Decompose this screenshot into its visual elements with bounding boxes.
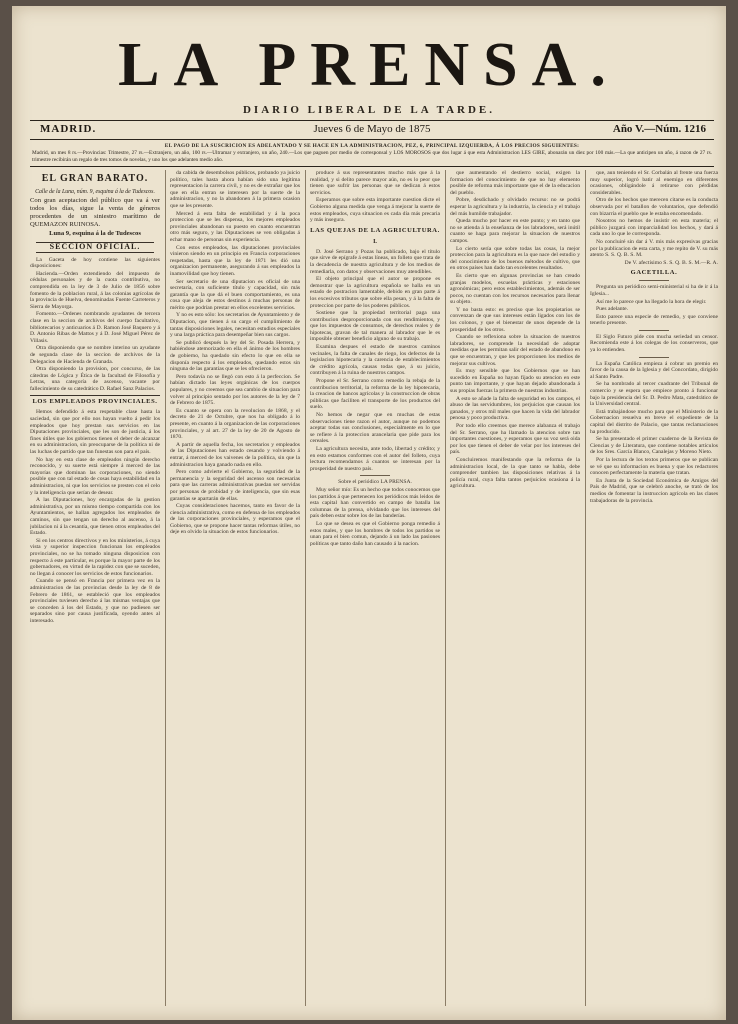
- header-rule-bottom: [30, 139, 714, 140]
- paragraph: Propone el Sr. Serrano como remedio la rebaja de la contribucion territorial, la reforma de la ley hipotecaria, la creacion de bancos agrícolas y la construccion de obras públicas que faciliten el transporte de los productos del suelo.: [310, 378, 440, 411]
- masthead-subtitle: DIARIO LIBERAL DE LA TARDE.: [242, 104, 496, 116]
- paragraph: Está trabajándose mucho para que el Ministerio de la Gobernacion resuelva en breve el expediente de la capital del distrito de Palacio, que tantas reclamaciones ha producido.: [590, 408, 718, 435]
- paragraph: La España Católica empieza á cobrar un premio en favor de la causa de la Iglesia y del Concordato, dirigido al Santo Padre.: [590, 360, 718, 380]
- paragraph: Es cierto que en algunas provincias se han creado granjas modelos, escuelas prácticas y estaciones agronómicas; pero estos establecimientos, además de ser pocos, no cuentan con los recursos necesarios para llenar su objeto.: [450, 272, 580, 306]
- column-divider: [585, 170, 586, 1006]
- paragraph: Pues adelante.: [596, 306, 628, 313]
- dateline: [30, 123, 714, 137]
- paragraph: D. José Serrano y Pozas ha publicado, bajo el título que sirve de epígrafe á estas líneas, un folleto que trata de la decadencia de nuestra agricultura y de los medios de remediarla, con datos y observaciones muy atendibles.: [310, 248, 440, 275]
- paragraph: Sostiene que la propiedad territorial paga una contribucion desproporcionada con sus rendimientos, y que los impuestos de consumos, de derechos reales y de hipotecas, gravan de tal manera al labrador que le es imposible obtener beneficio alguno de su trabajo.: [310, 310, 440, 343]
- paragraph: En Junta de la Sociedad Económica de Amigos del País de Madrid, que se celebró anoche, se trató de los medios de fomentar la instruccion agrícola en las clases trabajadoras de la provincia.: [590, 477, 718, 504]
- paragraph: Así me lo parece que ha llegado la hora de elegir.: [596, 298, 707, 305]
- masthead-title: LA PRENSA.: [118, 31, 620, 99]
- section-separator: [639, 280, 669, 281]
- paragraph: Pero como advierte el Gobierno, la seguridad de la permanencia y la seguridad del ascenso son necesarias para que las carreras administrativas puedan ser servidas por personas de probidad y de inteligencia, que sin esas garantías se apartarán de ellas.: [170, 469, 300, 502]
- article-heading-number: I.: [373, 238, 377, 245]
- paragraph: No hemos de negar que en muchas de estas observaciones tiene razon el autor, aunque no podemos aceptar todas sus conclusiones, especialmente en lo que se refiere á la proteccion arancelaria que pide para los cereales.: [310, 412, 440, 445]
- paragraph: El objeto principal que el autor se propone es demostrar que la agricultura española se halla en un estado de postracion lamentable, debido en gran parte á los excesivos tributos que sobre ella pesan, y á la falta de proteccion por parte de los poderes públicos.: [310, 276, 440, 309]
- paragraph: Nosotros no hemos de insistir en esta materia; el público juzgará con imparcialidad los hechos, y dará á cada uno lo que le corresponda.: [590, 218, 718, 238]
- section-separator: [360, 475, 390, 476]
- paragraph: Se ha nombrado al tercer cuadrante del Tribunal de comercio y se espera que empiece pronto á funcionar bajo la presidencia del Sr. D. Pedro Mata, catedrático de la Universidad central.: [590, 381, 718, 408]
- paragraph: da cabida de desembolsos públicos, probando ya juicio político, tales hasta ahora habían sido una legítima representacion la carrera civil, y no es de extrañar que los que en ella entran se interesen por la suerte de la administracion, y no la abandonen á la primera ocasion que se les presente.: [170, 170, 300, 209]
- subscription-notice: [32, 143, 712, 164]
- paragraph: El Siglo Futuro pide con mucha seriedad un censor. Recomienda este á los colegas de los conserveros, que ya lo entienden.: [590, 333, 718, 354]
- paragraph: Examina despues el estado de nuestros caminos vecinales, la falta de canales de riego, los defectos de la legislacion hipotecaria y la carencia de establecimientos de crédito agrícola, causas todas que, á su juicio, contribuyen á la ruina de nuestros campos.: [310, 344, 440, 377]
- paragraph: Concluiremos manifestando que la reforma de la administracion local, de la que tanto se habla, debe comprender tambien las disposiciones relativas á la policía rural, cuya falta tantos perjuicios ocasiona á la agricultura.: [450, 456, 580, 490]
- paragraph: Es cuanto se opera con la revolucion de 1868, y el decreto de 21 de Octubre, que nos ha obligado á lo presente, en cuanto á la organizacion de las corporaciones provinciales, y al art. 27 de la ley de 20 de Agosto de 1870.: [170, 407, 300, 441]
- paragraph: Lo que se desea es que el Gobierno ponga remedio á estos males, y que los hombres de todos los partidos se unan para el bien comun, dejando á un lado las pasiones políticas que tanto daño han causado á la nacion.: [310, 520, 440, 547]
- subscription-notice-body: Madrid, un mes 8 rs.—Provincias: Trimestre, 27 rs.—Extranjero, un año, 100 rs.—Ultramar y extranjero, un año, 240.—Los que paguen por medio de corresponsal y LOS MOROSOS que dos lugar á que esta Administracion LES GIRE, abonarán un diez por 100 más.—La que anticipen un año, á razon de 27 rs. trimestre recibirán un regalo de tres tomos de novelas, y uno los que adelanten medio año.: [32, 150, 712, 163]
- dateline-issue: Año V.—Núm. 1216: [612, 123, 706, 135]
- ad-footer: Luna 9, esquina á la de Tudescos: [49, 230, 141, 237]
- paragraph: Y no es esto sólo: los secretarios de Ayuntamiento y de Diputacion, que tienen á su cargo el cumplimiento de tantas disposiciones legales, necesitan estudios especiales y una larga práctica para desempeñar bien sus cargos.: [170, 312, 300, 339]
- paragraph: Fomento.—Ordenes nombrando ayudantes de tercera clase en la seccion de archivos del cuerpo facultativo, bibliotecarios y anticuarios á D. Ramon José Baquero y á D. Antonio Ribas de Mattos y á D. José Miguel Pérez de Villasis.: [30, 311, 160, 344]
- paragraph: Merced á esta falta de estabilidad y á la poca proteccion que se les dispensa, los mejores empleados provinciales abandonan su puesto en cuanto encuentran otro más seguro, y las Diputaciones se ven obligadas á echar mano de personas sin experiencia.: [170, 210, 300, 243]
- section-heading-empleados: LOS EMPLEADOS PROVINCIALES.: [30, 395, 160, 406]
- dateline-city: MADRID.: [40, 123, 97, 135]
- paragraph: Por la lectura de los textos primeros que se publican se vé que su informacion es buena y que los redactores conocen perfectamente la materia que tratan.: [590, 456, 718, 477]
- paragraph: Con estos empleados, las diputaciones provinciales vinieron siendo en un principio en Francia corporaciones respetadas, hasta que la ley de 1871 les dió una organizacion permanente, asegurando á sus empleados la inamovilidad que hoy tienen.: [170, 244, 300, 277]
- column-4: [450, 170, 580, 1006]
- paragraph: Cuyas consideraciones hacemos, tanto en favor de la ciencia administrativa, como en defensa de los empleados de las corporaciones provinciales, y esperamos que el Gobierno, que se propone hacer tantas reformas útiles, no deje en olvido la situacion de estos funcionarios.: [170, 503, 300, 536]
- paragraph: La agricultura necesita, ante todo, libertad y crédito; y en esto estamos conformes con el autor del folleto, cuya lectura recomendamos á cuantos se interesan por la prosperidad de nuestro país.: [310, 445, 440, 472]
- column-5: [590, 170, 718, 1006]
- paragraph: No concluiré sin dar á V. mis más expresivas gracias por la publicacion de esta carta, y me repito de V. su más atento S. S. Q. B. S. M.: [590, 238, 718, 259]
- paragraph: Lo cierto sería que sobre todas las cosas, la mejor proteccion para la agricultura es la que nace del estudio y del conocimiento de los buenos métodos de cultivo, que en otros países han dado tan excelentes resultados.: [450, 245, 580, 272]
- paragraph: A partir de aquella fecha, los secretarios y empleados de las Diputaciones han estado cesando y volviendo á entrar, á merced de los vaivenes de la política, sin que la administracion haya ganado nada en ello.: [170, 441, 300, 468]
- paragraph: Esperamos que sobre esta importante cuestion dicte el Gobierno alguna medida que venga á mejorar la suerte de estos empleados, cuya situacion es cada día más precaria y más insegura.: [310, 197, 440, 224]
- section-heading-gacetilla: GACETILLA.: [630, 269, 678, 277]
- paragraph: Otra disponiendo que se nombre interino un ayudante de segunda clase de la seccion de archivos de la Delegacion de Hacienda de Granada.: [30, 345, 160, 365]
- paragraph: Otra disponiendo la provision, por concurso, de las cátedras de Lógica y Ética de la facultad de Filosofía y Letras, una categoría de ascenso, vacante por fallecimiento de su catedrático D. Rafael Sanz Palacios.: [30, 366, 160, 392]
- paragraph: Esto parece una especie de remedio, y que conviene tenerlo presente.: [590, 313, 718, 327]
- ad-body: Con gran aceptacion del público que va á ver todos los días, sigue la venta de géneros procedentes de un siniestro marítimo de QUEMAZON RUINOSA.: [30, 197, 160, 228]
- paragraph: Queda mucho por hacer en este punto; y en tanto que no se atienda á la enseñanza de los labradores, será inútil cuanto se haga para mejorar la situacion de nuestros campos.: [450, 218, 580, 244]
- paragraph: Muy señor mío: Es un hecho que todos conocemos que los partidos á que pertenecen los periódicos más leidos de esta capital han convertido en campo de batalla las columnas de la prensa, olvidando que los intereses del país deben estar sobre los de las banderías.: [310, 486, 440, 520]
- paragraph: A esto se añade la falta de seguridad en los campos, el abuso de las servidumbres, los perjuicios que causan los ganados, y otros mil males que hacen la vida del labrador penosa y poco productiva.: [450, 395, 580, 422]
- section-separator: [639, 330, 669, 331]
- paragraph: Hemos defendido á esta respetable clase hasta la saciedad, sin que por ello nos hayan vuelto á pedir los empleados que hoy prestan sus servicios en las Diputaciones provinciales, que les son de justicia, á los fines útiles que los gobiernos tienen el deber de alcanzar en su administracion, sin preocuparse de la política ni de las luchas de partido que tan funestas son para el país.: [30, 409, 160, 456]
- column-3: [310, 170, 440, 1006]
- section-separator: [639, 357, 669, 358]
- paragraph: Y no basta esto: es preciso que los propietarios se convenzan de que sus intereses están ligados con los de los colonos, y que el bienestar de unos depende de la prosperidad de los otros.: [450, 306, 580, 333]
- column-1: [30, 170, 160, 1006]
- paragraph: Si en los centros directivos y en los ministerios, á cuya vista y superior inspeccion funcionan los empleados provinciales, no se ha tomado ninguna disposicion con respecto á este particular, es porque la mayor parte de los gobernadores, en virtud de la rapidez con que se suceden, no llegan á conocer los servicios de estos funcionarios.: [30, 537, 160, 577]
- paragraph: Cuando se reflexiona sobre la situacion de nuestros labradores, se comprende la necesidad de adoptar medidas que les permitan salir del estado de abandono en que se encuentran, y que les proporcionen los medios de mejorar sus cultivos.: [450, 334, 580, 367]
- notice-rule: [30, 166, 714, 167]
- paragraph: Otro de los hechos que merecen citarse es la conducta observada por el batallon de voluntarios, que defendió con bizarría el pueblo que le estaba encomendado.: [590, 197, 718, 217]
- paragraph: Pero todavía no se llegó con esto á la perfeccion. Se habían dictado las leyes orgánicas de los cuerpos populares, y no creemos que sea cambio de situacion para volver al principio sentado por los autores de la ley de 7 de Febrero de 1875.: [170, 373, 300, 407]
- column-divider: [445, 170, 446, 1006]
- subscription-notice-heading: EL PAGO DE LA SUSCRICION ES ADELANTADO Y SE HACE EN LA ADMINISTRACION, PEZ, 6, PRINCIPAL IZQUIERDA, Á LOS PRECIOS SIGUIENTES:: [164, 143, 580, 149]
- ad-address: Calle de la Luna, núm. 9, esquina á la de Tudescos.: [35, 189, 155, 195]
- paragraph: produce á sus representantes mucho más que á la realidad, y si delito parece mayor aún, no es lo peor que tienen que sufrir las personas que se dedican á estos servicios.: [310, 170, 440, 196]
- paragraph: La Gaceta de hoy contiene las siguientes disposiciones:: [30, 256, 160, 270]
- header-rule-top: [30, 120, 714, 121]
- column-divider: [305, 170, 306, 1006]
- newspaper-page: [12, 6, 726, 1020]
- paragraph: Por todo ello creemos que merece alabanza el trabajo del Sr. Serrano, que ha llamado la atencion sobre tan importantes cuestiones, y esperamos que su voz será oida por los que tienen el deber de velar por los intereses del país.: [450, 422, 580, 456]
- paragraph: Pregunta un periódico semi-ministerial si ha de ir á la Iglesia...: [590, 284, 718, 297]
- paragraph: Ser secretario de una diputacion es oficial de una secretaría, con suficiente título y capacidad, sin más garantía que la que dá el buen comportamiento, es una cosa que aleja de estos destinos á muchas personas de mérito que podrían prestar en ellos excelentes servicios.: [170, 278, 300, 311]
- paragraph: Hacienda.—Orden extendiendo del impuesto de cédulas personales y de la cuota contributiva, no comprendida en la ley de 3 de Julio de 1856 sobre fomento de la poblacion rural, á las colonias agrícolas de la provincia de Huelva, denominadas Fuente Carreteros y Sierra de Mayorga.: [30, 270, 160, 310]
- paragraph: Cuando se pensó en Francia por primera vez en la administracion de las provincias desde la ley de 8 de Febrero de 1861, se estableció que los empleados provinciales tuviesen derecho á las mismas ventajas que se conceden á los del Estado, y que no pudiesen ser separados sino por causa justificada, oyendo antes al interesado.: [30, 578, 160, 624]
- paragraph: Es muy sensible que los Gobiernos que se han sucedido en España no hayan fijado su atencion en este punto tan importante, y que hayan dejado abandonada á sus propias fuerzas la primera de nuestras industrias.: [450, 368, 580, 394]
- paragraph: Se ha presentado el primer cuaderno de la Revista de Ciencias y de Literatura, que contiene notables artículos de los Sres. García Blanco, Canalejas y Moreno Nieto.: [590, 436, 718, 456]
- paragraph: A las Diputaciones, hoy encargadas de la gestion administrativa, por un mismo tiempo compartida con los Ayuntamientos, se hallan agregados los empleados de caminos, sin que tengan un derecho al ascenso, á la jubilacion ni á la cesantía, que tienen otros empleados del Estado.: [30, 497, 160, 537]
- paragraph: No hay en esta clase de empleados ningún derecho reconocido, y su suerte está siempre á merced de las mayorías que dominan las corporaciones, no siendo posible que con tal estado de cosas haya estabilidad en la administracion, ni que los servicios se presten con el celo y la inteligencia que serían de desear.: [30, 456, 160, 496]
- dateline-date: Jueves 6 de Mayo de 1875: [313, 123, 431, 135]
- column-divider: [165, 170, 166, 1006]
- paragraph: que, aun teniendo el Sr. Corbalán al frente una fuerza muy superior, logró batir al enemigo en diferentes ocasiones, obligándole á retirarse con pérdidas considerables.: [590, 170, 718, 196]
- column-2: [170, 170, 300, 1006]
- paragraph: Se publicó después la ley del Sr. Posada Herrera, y habiéndose atemorizado en ella el ánimo de los hombres de gobierno, ha quedado sin efecto lo que en ella se disponía respecto á los empleados, quedando estos sin ninguna de las garantías que se les ofrecieron.: [170, 339, 300, 373]
- letter-signature: De V. afectísimo S. S. Q. B. S. M.—R. A.: [624, 259, 718, 266]
- paragraph: Pobre, desdichado y olvidado recurso: no se podrá esperar la agricultura y la industria, la ciencia y el trabajo del más humilde trabajador.: [450, 197, 580, 217]
- article-heading-agricultura: LAS QUEJAS DE LA AGRICULTURA.: [310, 226, 440, 234]
- section-heading-oficial: SECCION OFICIAL.: [36, 242, 154, 253]
- article-columns: [30, 170, 718, 1006]
- ad-title: EL GRAN BARATO.: [41, 173, 149, 184]
- paragraph: que aumentando el destierro social, exigen la formacion del conocimiento de que no hay elemento posible de reforma más importante que el de la educacion del pueblo.: [450, 170, 580, 196]
- letter-heading: Sobre el periódico LA PRENSA.: [338, 479, 412, 486]
